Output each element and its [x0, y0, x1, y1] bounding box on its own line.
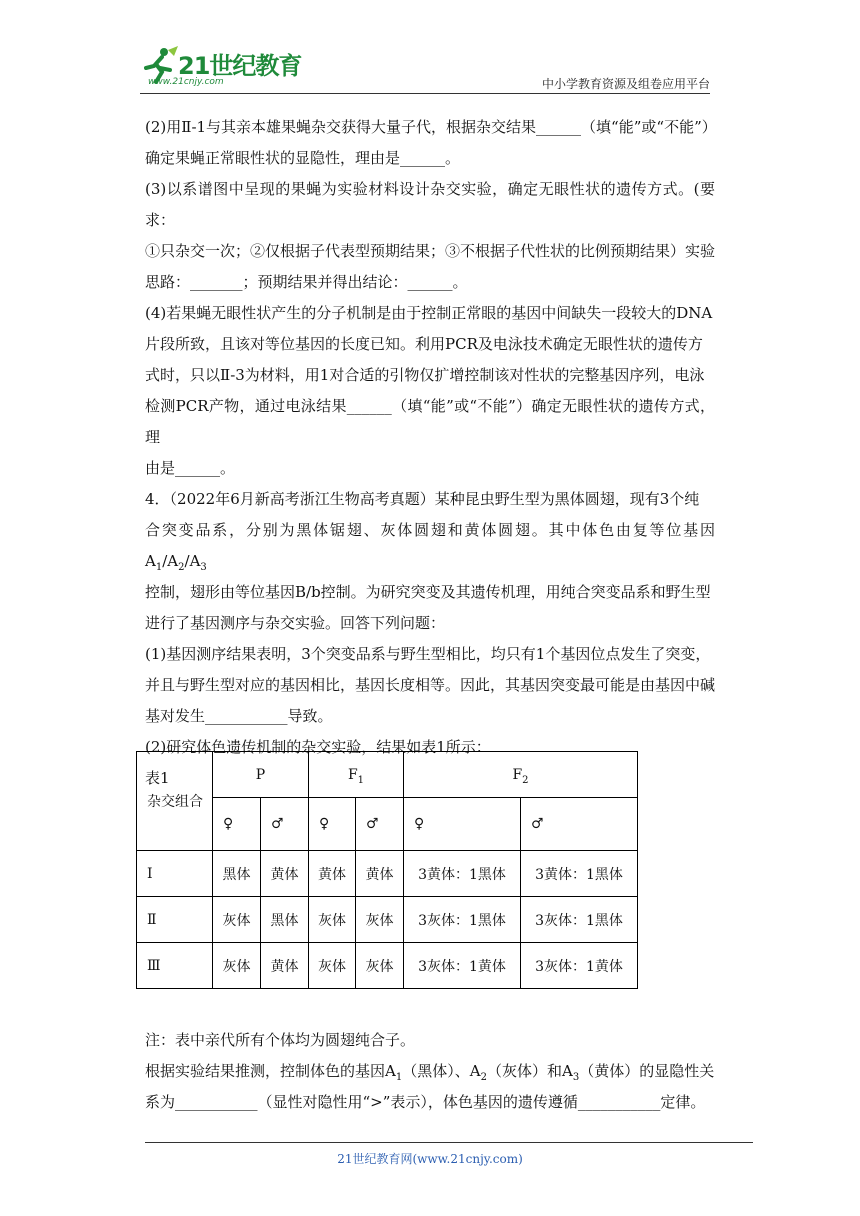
post-table-text	[145, 1025, 715, 1118]
cell: 黄体	[309, 851, 356, 897]
text-span: 合突变品系，分别为黑体锯翅、灰体圆翅和黄体圆翅。其中体色由复等位基因	[145, 521, 715, 539]
cell: 灰体	[309, 943, 356, 989]
cell: 黄体	[261, 851, 309, 897]
cell: 灰体	[356, 943, 404, 989]
female-symbol: ♀	[213, 798, 261, 851]
conclusion-line: 系为___________（显性对隐性用“>”表示），体色基因的遗传遵循___________定律。	[145, 1093, 706, 1111]
paragraph-line: (2)研究体色遗传机制的杂交实验，结果如表1所示：	[145, 738, 491, 756]
paragraph-line	[145, 515, 715, 577]
cell: 3黄体：1黑体	[404, 851, 521, 897]
logo-url: www.21cnjy.com	[148, 77, 224, 87]
paragraph-line: 并且与野生型对应的基因相比，基因长度相等。因此，其基因突变最可能是由基因中碱	[145, 676, 716, 694]
paragraph-line: 确定果蝇正常眼性状的显隐性，理由是______。	[145, 149, 461, 167]
paragraph-line: 式时，只以Ⅱ-3为材料，用1对合适的引物仅扩增控制该对性状的完整基因序列，电泳	[145, 366, 705, 384]
cell: 3灰体：1黑体	[521, 897, 638, 943]
paragraph-line: ①只杂交一次；②仅根据子代表型预期结果；③不根据子代性状的比例预期结果）实验	[145, 242, 716, 260]
f2-header: $F_2$	[404, 752, 638, 798]
page-header	[140, 44, 710, 94]
footer-divider	[145, 1142, 753, 1143]
table-note: 注：表中亲代所有个体均为圆翅纯合子。	[145, 1031, 416, 1049]
cell: 灰体	[213, 943, 261, 989]
cell: Ⅲ	[137, 943, 213, 989]
cell: Ⅱ	[137, 897, 213, 943]
cell: 灰体	[213, 897, 261, 943]
cell: 黑体	[213, 851, 261, 897]
paragraph-line: (2)用Ⅱ-1与其亲本雄果蝇杂交获得大量子代，根据杂交结果______（填“能”或“不能”）	[145, 118, 717, 136]
female-symbol: ♀	[309, 798, 356, 851]
cell: 黄体	[356, 851, 404, 897]
paragraph-line: (3)以系谱图中呈现的果蝇为实验材料设计杂交实验，确定无眼性状的遗传方式。(要求：	[145, 180, 715, 229]
cell: 3灰体：1黄体	[521, 943, 638, 989]
female-symbol: ♀	[404, 798, 521, 851]
platform-label: 中小学教育资源及组卷应用平台	[541, 77, 710, 91]
table-caption: 表1	[145, 769, 170, 787]
header-divider	[140, 93, 710, 94]
p-header: P	[213, 752, 309, 798]
table-row	[137, 851, 638, 897]
cell: 3灰体：1黑体	[404, 897, 521, 943]
cell: 黄体	[261, 943, 309, 989]
cell: 3黄体：1黑体	[521, 851, 638, 897]
male-symbol: ♂	[521, 798, 638, 851]
paragraph-line: 检测PCR产物，通过电泳结果______（填“能”或“不能”）确定无眼性状的遗传方式，理	[145, 397, 715, 446]
footer-link[interactable]: 21世纪教育网(www.21cnjy.com)	[337, 1152, 523, 1166]
conclusion-line: 根据实验结果推测，控制体色的基因$A_1$（黑体）、$A_2$（灰体）和$A_3$（黄体）的显隐性关	[145, 1062, 715, 1083]
f1-header: $F_1$	[309, 752, 404, 798]
table-row	[137, 943, 638, 989]
male-symbol: ♂	[356, 798, 404, 851]
gene-a1: $A_1/A_2/A_3$	[145, 552, 207, 573]
logo	[140, 44, 315, 92]
paragraph-line: 4．（2022年6月新高考浙江生物高考真题）某种昆虫野生型为黑体圆翅，现有3个纯	[145, 490, 700, 508]
cell: 灰体	[356, 897, 404, 943]
logo-text: 21世纪教育	[178, 52, 302, 80]
paragraph-line: 由是______。	[145, 459, 236, 477]
table-row	[137, 897, 638, 943]
combo-header: 杂交组合	[137, 752, 213, 851]
male-symbol: ♂	[261, 798, 309, 851]
cross-table	[136, 751, 638, 989]
paragraph-line: (4)若果蝇无眼性状产生的分子机制是由于控制正常眼的基因中间缺失一段较大的DNA	[145, 304, 713, 322]
paragraph-line: 进行了基因测序与杂交实验。回答下列问题：	[145, 614, 446, 632]
paragraph-line: 控制，翅形由等位基因B/b控制。为研究突变及其遗传机理，用纯合突变品系和野生型	[145, 583, 711, 601]
cell: Ⅰ	[137, 851, 213, 897]
paragraph-line: 片段所致，且该对等位基因的长度已知。利用PCR及电泳技术确定无眼性状的遗传方	[145, 335, 703, 353]
paragraph-line: 思路：_______；预期结果并得出结论：______。	[145, 273, 468, 291]
cell: 黑体	[261, 897, 309, 943]
question-text	[145, 112, 715, 794]
paragraph-line: (1)基因测序结果表明，3个突变品系与野生型相比，均只有1个基因位点发生了突变，	[145, 645, 711, 663]
cell: 灰体	[309, 897, 356, 943]
cell: 3灰体：1黄体	[404, 943, 521, 989]
paragraph-line: 基对发生___________导致。	[145, 707, 333, 725]
